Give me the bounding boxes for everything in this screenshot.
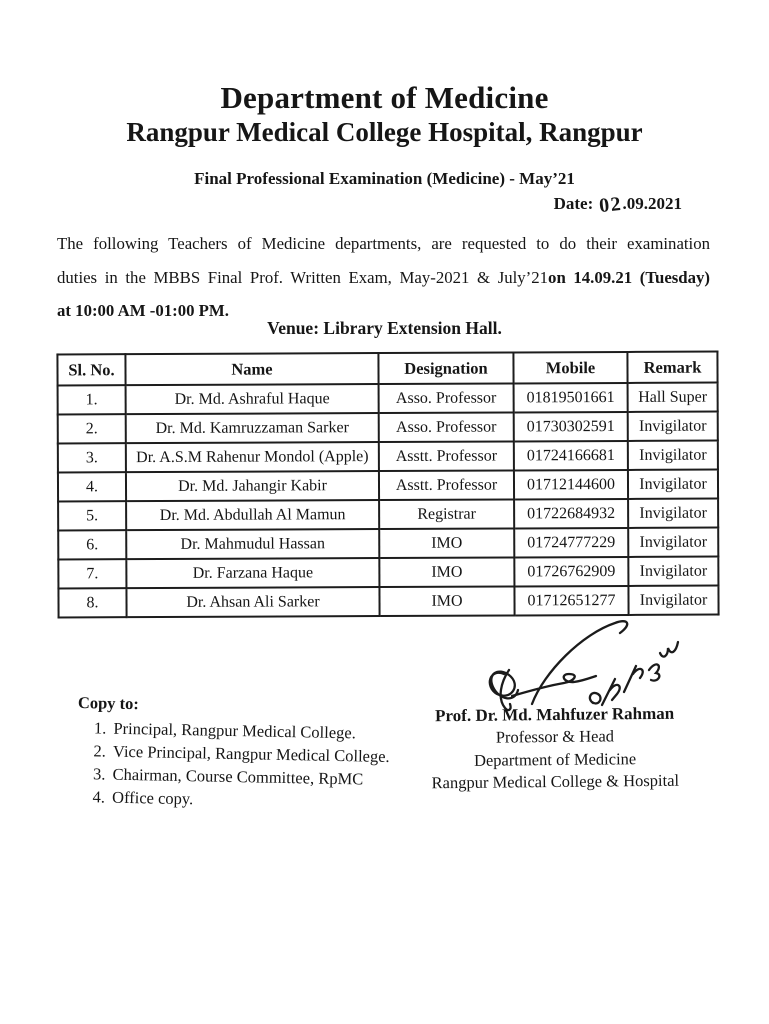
date-printed-value: .09.2021: [622, 194, 682, 213]
table-cell: 3.: [58, 443, 126, 472]
table-cell: Dr. A.S.M Rahenur Mondol (Apple): [126, 442, 379, 472]
table-cell: Dr. Md. Kamruzzaman Sarker: [126, 413, 379, 443]
table-cell: 7.: [58, 559, 126, 588]
copy-to-item: 1. Principal, Rangpur Medical College.: [110, 717, 390, 745]
institution-name: Rangpur Medical College Hospital, Rangpur: [126, 117, 643, 147]
table-cell: Asso. Professor: [379, 383, 514, 413]
table-cell: Dr. Farzana Haque: [126, 558, 379, 588]
paragraph-line-3: at 10:00 AM -01:00 PM.: [57, 301, 229, 320]
table-cell: 01722684932: [514, 499, 628, 528]
table-cell: IMO: [379, 586, 514, 616]
column-header: Sl. No.: [57, 354, 125, 385]
duty-table-body: [58, 383, 719, 618]
table-cell: Asso. Professor: [379, 412, 514, 442]
table-cell: 01819501661: [514, 383, 628, 412]
table-cell: 01712651277: [514, 586, 628, 615]
table-cell: Dr. Ahsan Ali Sarker: [126, 587, 379, 617]
page-title: Department of Medicine: [220, 80, 549, 115]
column-header: Designation: [378, 352, 513, 384]
table-cell: Invigilator: [628, 499, 718, 528]
date-line: [553, 192, 682, 218]
duty-table-head: [57, 352, 717, 386]
table-cell: Dr. Mahmudul Hassan: [126, 529, 379, 559]
table-cell: Invigilator: [628, 470, 718, 499]
table-cell: Asstt. Professor: [379, 441, 514, 471]
table-cell: Dr. Md. Jahangir Kabir: [126, 471, 379, 501]
table-cell: 01724166681: [514, 441, 628, 470]
table-cell: Invigilator: [628, 412, 718, 441]
header-row: [57, 352, 717, 386]
duty-table-wrapper: [56, 351, 719, 619]
table-cell: Registrar: [379, 499, 514, 529]
table-cell: IMO: [379, 557, 514, 587]
table-cell: Dr. Md. Ashraful Haque: [126, 384, 379, 414]
copy-to-item: 2. Vice Principal, Rangpur Medical College.: [110, 740, 390, 768]
table-cell: 1.: [58, 385, 126, 414]
table-cell: 8.: [58, 588, 126, 617]
table-cell: Invigilator: [628, 441, 718, 470]
signatory-title: Professor & Head: [495, 726, 615, 747]
table-row: [58, 470, 718, 502]
column-header: Remark: [627, 352, 717, 383]
copy-to-list: [76, 716, 390, 814]
date-label: Date:: [553, 194, 594, 213]
paragraph-line-2-normal: duties in the MBBS Final Prof. Written Exam, May-2021 & July’21: [57, 267, 549, 287]
column-header: Mobile: [513, 352, 627, 383]
table-cell: Asstt. Professor: [379, 470, 514, 500]
table-cell: Hall Super: [628, 383, 718, 412]
column-header: Name: [125, 353, 378, 385]
copy-to-heading: Copy to:: [77, 693, 140, 714]
duty-table: [56, 351, 719, 619]
table-cell: 01726762909: [514, 557, 628, 586]
table-cell: IMO: [379, 528, 514, 558]
table-cell: 2.: [58, 414, 126, 443]
notice-paragraph: [57, 227, 710, 328]
table-row: [58, 441, 718, 473]
table-row: [58, 412, 718, 444]
exam-title: Final Professional Examination (Medicine) - May’21: [194, 169, 575, 188]
table-cell: 4.: [58, 472, 126, 501]
table-row: [58, 499, 718, 531]
signatory-name: Prof. Dr. Md. Mahfuzer Rahman: [435, 703, 675, 726]
signatory-institution: Rangpur Medical College & Hospital: [431, 770, 680, 793]
table-cell: 5.: [58, 501, 126, 530]
paragraph-line-2: [57, 261, 710, 295]
table-cell: 6.: [58, 530, 126, 559]
signature-block: [388, 701, 723, 795]
table-row: [58, 383, 718, 415]
table-cell: Dr. Md. Abdullah Al Mamun: [126, 500, 379, 530]
copy-to-block: [76, 693, 391, 814]
copy-to-item: 3. Chairman, Course Committee, RpMC: [109, 763, 389, 791]
venue-line: Venue: Library Extension Hall.: [267, 318, 502, 338]
table-cell: Invigilator: [628, 586, 718, 615]
table-cell: Invigilator: [628, 557, 718, 586]
table-cell: 01712144600: [514, 470, 628, 499]
date-handwritten-value: 02: [597, 192, 623, 218]
paragraph-line-2-bold: on 14.09.21 (Tuesday): [548, 267, 711, 287]
paragraph-line-1: The following Teachers of Medicine departments, are requested to do their examination: [57, 234, 710, 253]
table-row: [58, 557, 718, 589]
table-row: [58, 528, 718, 560]
copy-to-item: 4. Office copy.: [109, 786, 389, 814]
table-cell: 01724777229: [514, 528, 628, 557]
table-cell: 01730302591: [514, 412, 628, 441]
table-cell: Invigilator: [628, 528, 718, 557]
signatory-department: Department of Medicine: [473, 748, 637, 770]
